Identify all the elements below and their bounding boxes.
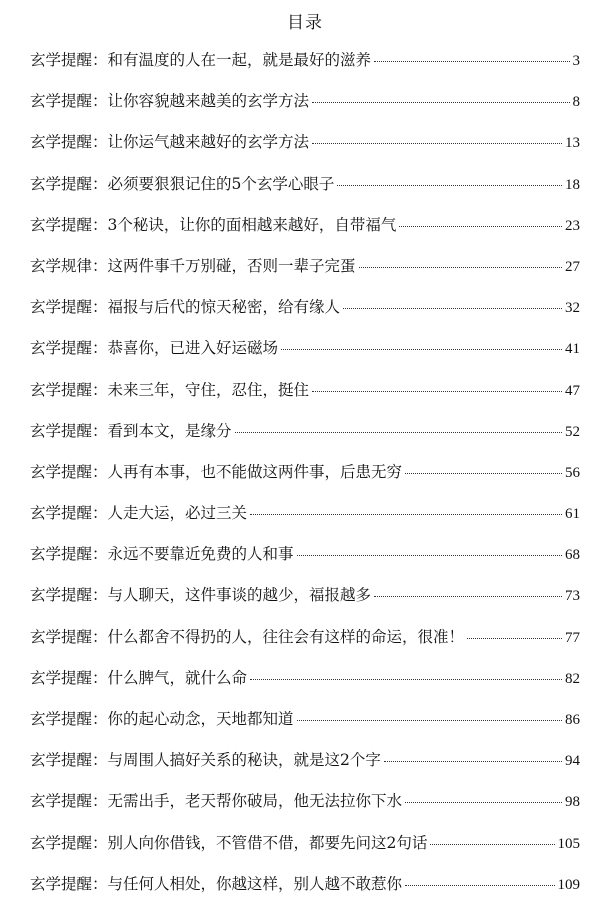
toc-entry-title: 玄学提醒：无需出手，老天帮你破局，他无法拉你下水	[30, 792, 403, 811]
toc-entry-page-number: 105	[557, 835, 580, 852]
toc-entry-page-number: 47	[565, 382, 580, 399]
dot-leader	[337, 185, 562, 186]
toc-entry-title: 玄学提醒：和有温度的人在一起，就是最好的滋养	[30, 51, 372, 69]
toc-entry-page-number: 109	[557, 876, 580, 893]
toc-entry-page-number: 82	[565, 670, 580, 687]
toc-entry[interactable]	[30, 542, 580, 583]
dot-leader	[384, 761, 562, 762]
dot-leader	[467, 638, 562, 639]
toc-entry[interactable]	[30, 789, 580, 830]
toc-entry[interactable]	[30, 419, 580, 460]
toc-entry-title: 玄学提醒：人再有本事，也不能做这两件事，后患无穷	[30, 462, 403, 481]
toc-entry-title: 玄学提醒：你的起心动念，天地都知道	[30, 710, 294, 728]
toc-entry-page-number: 56	[565, 464, 580, 481]
toc-title: 目录	[287, 13, 323, 33]
dot-leader	[312, 102, 569, 103]
toc-entry[interactable]	[30, 213, 580, 254]
toc-entry-page-number: 73	[565, 588, 580, 605]
dot-leader	[405, 885, 554, 886]
toc-entry[interactable]	[30, 295, 580, 336]
dot-leader	[297, 555, 562, 556]
toc-entry-title: 玄学提醒：什么都舍不得扔的人，往往会有这样的命运，很准！	[30, 627, 465, 646]
toc-entry-title: 玄学提醒：让你容貌越来越美的玄学方法	[30, 92, 310, 111]
toc-entry-title: 玄学规律：这两件事千万别碰，否则一辈子完蛋	[30, 256, 356, 275]
toc-entry[interactable]	[30, 583, 580, 624]
toc-entry-title: 玄学提醒：别人向你借钱，不管借不借，都要先问这2句话	[30, 833, 428, 852]
toc-entry-title: 玄学提醒：看到本文，是缘分	[30, 421, 232, 440]
toc-entry[interactable]	[30, 748, 580, 789]
toc-entry[interactable]	[30, 378, 580, 419]
toc-entry-page-number: 8	[572, 94, 580, 111]
toc-entry-title: 玄学提醒：人走大运，必过三关	[30, 504, 248, 523]
dot-leader	[374, 596, 562, 597]
toc-entry-title: 玄学提醒：与周围人搞好关系的秘诀，就是这2个字	[30, 751, 381, 770]
dot-leader	[405, 802, 562, 803]
toc-entry-page-number: 18	[565, 176, 580, 193]
toc-entry[interactable]	[30, 666, 580, 707]
toc-entry[interactable]	[30, 872, 580, 913]
toc-entry[interactable]	[30, 48, 580, 89]
toc-entry-page-number: 98	[565, 794, 580, 811]
toc-entry[interactable]	[30, 254, 580, 295]
dot-leader	[359, 267, 562, 268]
dot-leader	[250, 679, 562, 680]
toc-entry[interactable]	[30, 831, 580, 872]
toc-entry-title: 玄学提醒：恭喜你，已进入好运磁场	[30, 339, 279, 358]
toc-entry[interactable]	[30, 89, 580, 130]
dot-leader	[312, 143, 562, 144]
dot-leader	[297, 720, 562, 721]
toc-entry-page-number: 27	[565, 258, 580, 275]
toc-entry-page-number: 77	[565, 629, 580, 646]
dot-leader	[343, 308, 562, 309]
toc-entry[interactable]	[30, 336, 580, 377]
toc-entry[interactable]	[30, 460, 580, 501]
toc-entry-title: 玄学提醒：福报与后代的惊天秘密，给有缘人	[30, 298, 341, 317]
toc-entry[interactable]	[30, 625, 580, 666]
dot-leader	[312, 391, 562, 392]
toc-entry-page-number: 94	[565, 753, 580, 770]
toc-entry-title: 玄学提醒：永远不要靠近免费的人和事	[30, 545, 294, 564]
toc-entry[interactable]	[30, 130, 580, 171]
toc-entry-title: 玄学提醒：未来三年，守住，忍住，挺住	[30, 380, 310, 399]
dot-leader	[405, 473, 562, 474]
toc-entry-page-number: 32	[565, 300, 580, 317]
toc-entry[interactable]	[30, 707, 580, 748]
dot-leader	[250, 514, 562, 515]
dot-leader	[430, 844, 554, 845]
toc-entry-title: 玄学提醒：什么脾气，就什么命	[30, 668, 248, 687]
toc-entry[interactable]	[30, 501, 580, 542]
toc-entry-page-number: 52	[565, 423, 580, 440]
dot-leader	[281, 349, 562, 350]
dot-leader	[374, 61, 569, 62]
toc-entry-page-number: 41	[565, 341, 580, 358]
dot-leader	[235, 432, 562, 433]
toc-entry-title: 玄学提醒：必须要狠狠记住的5个玄学心眼子	[30, 174, 335, 193]
toc-entry-page-number: 61	[565, 506, 580, 523]
toc-entry[interactable]	[30, 172, 580, 213]
toc-entry-page-number: 23	[565, 217, 580, 234]
toc-entry-title: 玄学提醒：3个秘诀，让你的面相越来越好，自带福气	[30, 215, 397, 234]
toc-entry-page-number: 3	[572, 53, 580, 69]
dot-leader	[399, 226, 562, 227]
toc-entry-title: 玄学提醒：与任何人相处，你越这样，别人越不敢惹你	[30, 874, 403, 893]
toc-entry-page-number: 13	[565, 135, 580, 152]
toc-entry-page-number: 68	[565, 547, 580, 564]
toc-entry-title: 玄学提醒：与人聊天，这件事谈的越少，福报越多	[30, 586, 372, 605]
toc-list	[30, 48, 580, 913]
toc-entry-title: 玄学提醒：让你运气越来越好的玄学方法	[30, 133, 310, 152]
toc-entry-page-number: 86	[565, 712, 580, 728]
